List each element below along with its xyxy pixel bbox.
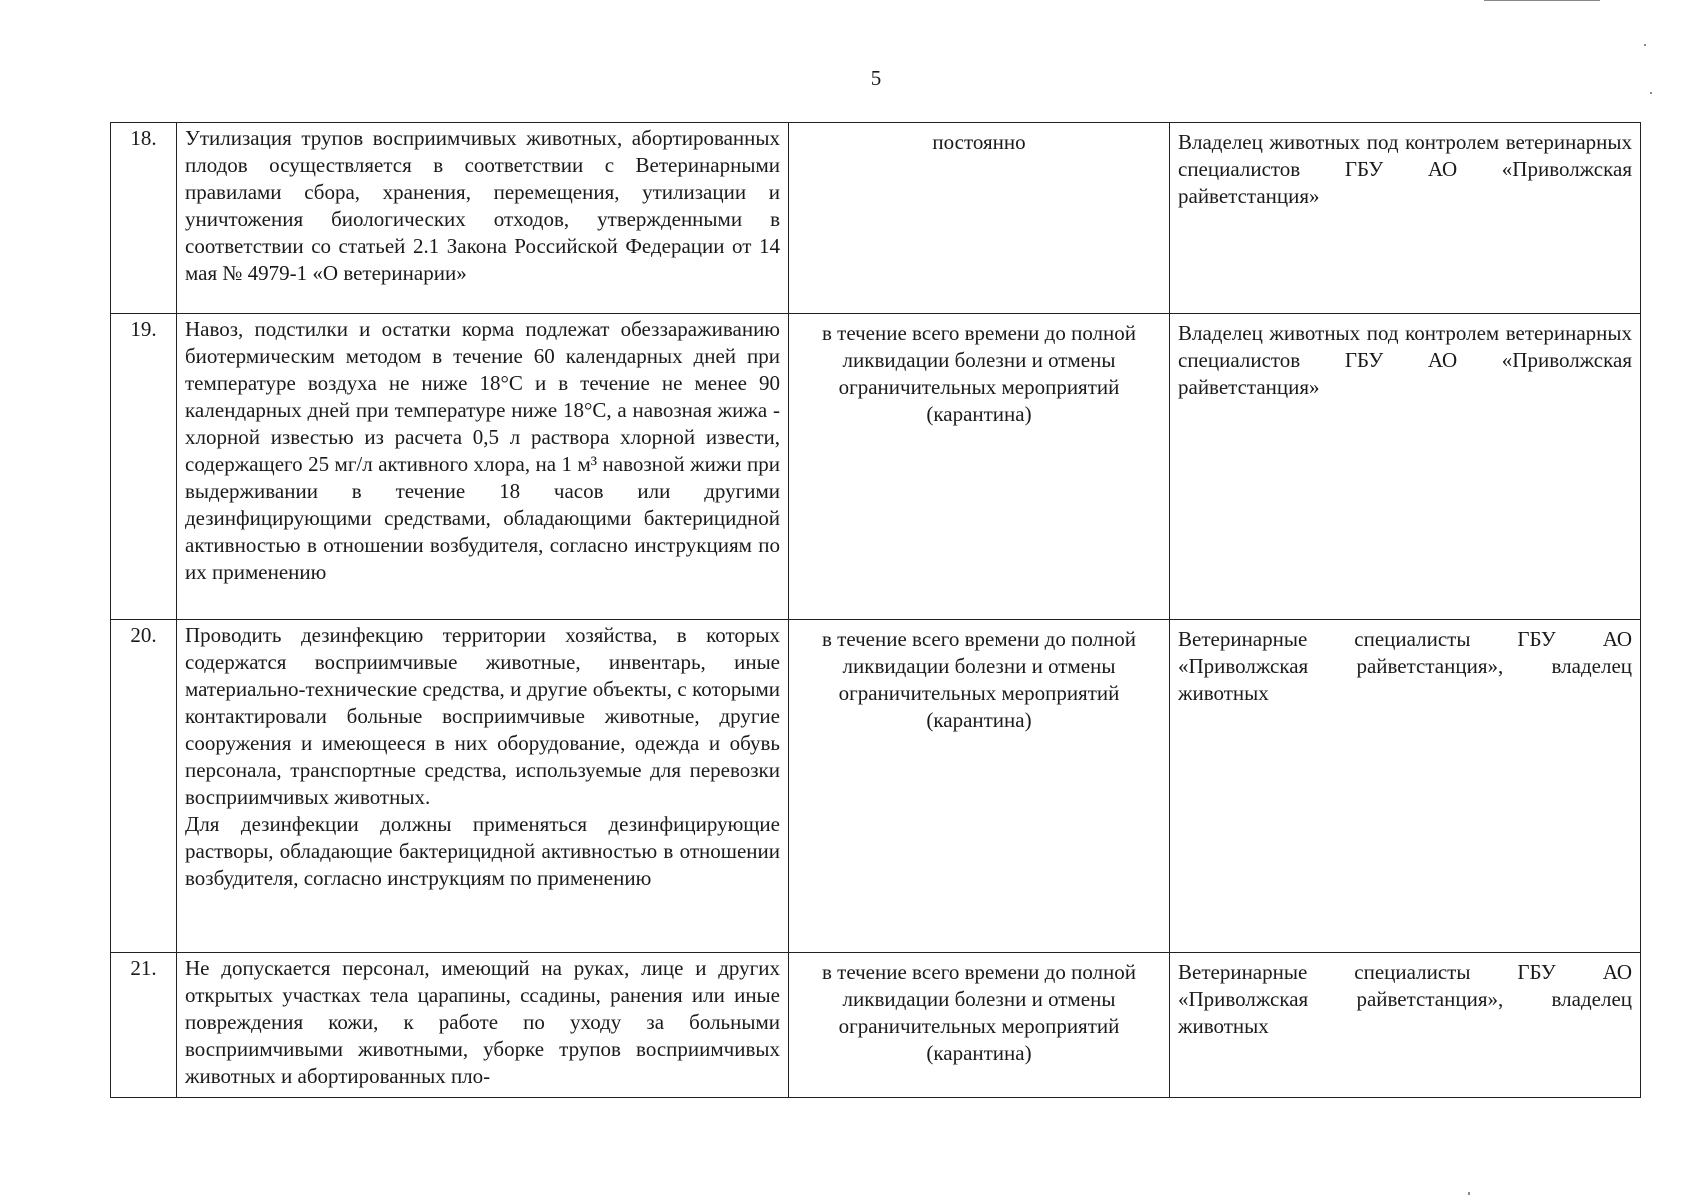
measure-description [177,314,789,620]
measure-term: в течение всего времени до полной ликвидации болезни и отмены ограничительных мероприятий (карантина) [789,314,1170,620]
measure-term: в течение всего времени до полной ликвидации болезни и отмены ограничительных мероприятий (карантина) [789,620,1170,953]
row-number: 18. [111,123,177,314]
description-paragraph: Утилизация трупов восприимчивых животных, абортированных плодов осуществляется в соответствии с Ветеринарными правилами сбора, хранения, перемещения, утилизации и уничтожения биологических отходов, утвержденными в соответствии со статьей 2.1 Закона Российской Федерации от 14 мая № 4979-1 «О ветеринарии» [185,126,780,285]
scan-edge-mark [1484,0,1600,1]
table-row [111,123,1641,314]
measure-description [177,123,789,314]
description-paragraph: Не допускается персонал, имеющий на руках, лице и других открытых участках тела царапины, ссадины, ранения или иные повреждения кожи, к работе по уходу за больными восприимчивыми животными, уборке трупов восприимчивых животных и абортированных пло- [185,956,780,1088]
table-row [111,620,1641,953]
measure-responsible: Владелец животных под контролем ветеринарных специалистов ГБУ АО «Приволжская райветстанция» [1170,314,1641,620]
description-paragraph: Для дезинфекции должны применяться дезинфицирующие растворы, обладающие бактерицидной активностью в отношении возбудителя, согласно инструкциям по применению [185,812,780,890]
measures-table [110,122,1641,1098]
row-number: 21. [111,953,177,1098]
description-paragraph: Проводить дезинфекцию территории хозяйства, в которых содержатся восприимчивые животные, инвентарь, иные материально-технические средства, и другие объекты, с которыми контактировали больные восприимчивые животные, другие сооружения и имеющееся в них оборудование, одежда и обувь персонала, транспортные средства, используемые для перевозки восприимчивых животных. [185,623,780,809]
table-row [111,953,1641,1098]
description-paragraph: Навоз, подстилки и остатки корма подлежат обеззараживанию биотермическим методом в течение 60 календарных дней при температуре воздуха не ниже 18°С и в течение не менее 90 календарных дней при температуре ниже 18°С, а навозная жижа - хлорной известью из расчета 0,5 л раствора хлорной извести, содержащего 25 мг/л активного хлора, на 1 м³ навозной жижи при выдерживании в течение 18 часов или другими дезинфицирующими средствами, обладающими бактерицидной активностью в отношении возбудителя, согласно инструкциям по их применению [185,317,780,584]
scan-speck [1650,92,1652,94]
measure-description [177,953,789,1098]
table-row [111,314,1641,620]
scan-speck [1644,44,1646,46]
measure-term: постоянно [789,123,1170,314]
measure-term: в течение всего времени до полной ликвидации болезни и отмены ограничительных мероприятий (карантина) [789,953,1170,1098]
measure-description [177,620,789,953]
page-number: 5 [870,66,882,90]
measure-responsible: Ветеринарные специалисты ГБУ АО «Приволжская райветстанция», владелец животных [1170,953,1641,1098]
row-number: 19. [111,314,177,620]
measure-responsible: Ветеринарные специалисты ГБУ АО «Приволжская райветстанция», владелец животных [1170,620,1641,953]
scan-speck [1468,1192,1470,1195]
measure-responsible: Владелец животных под контролем ветеринарных специалистов ГБУ АО «Приволжская райветстанция» [1170,123,1641,314]
row-number: 20. [111,620,177,953]
